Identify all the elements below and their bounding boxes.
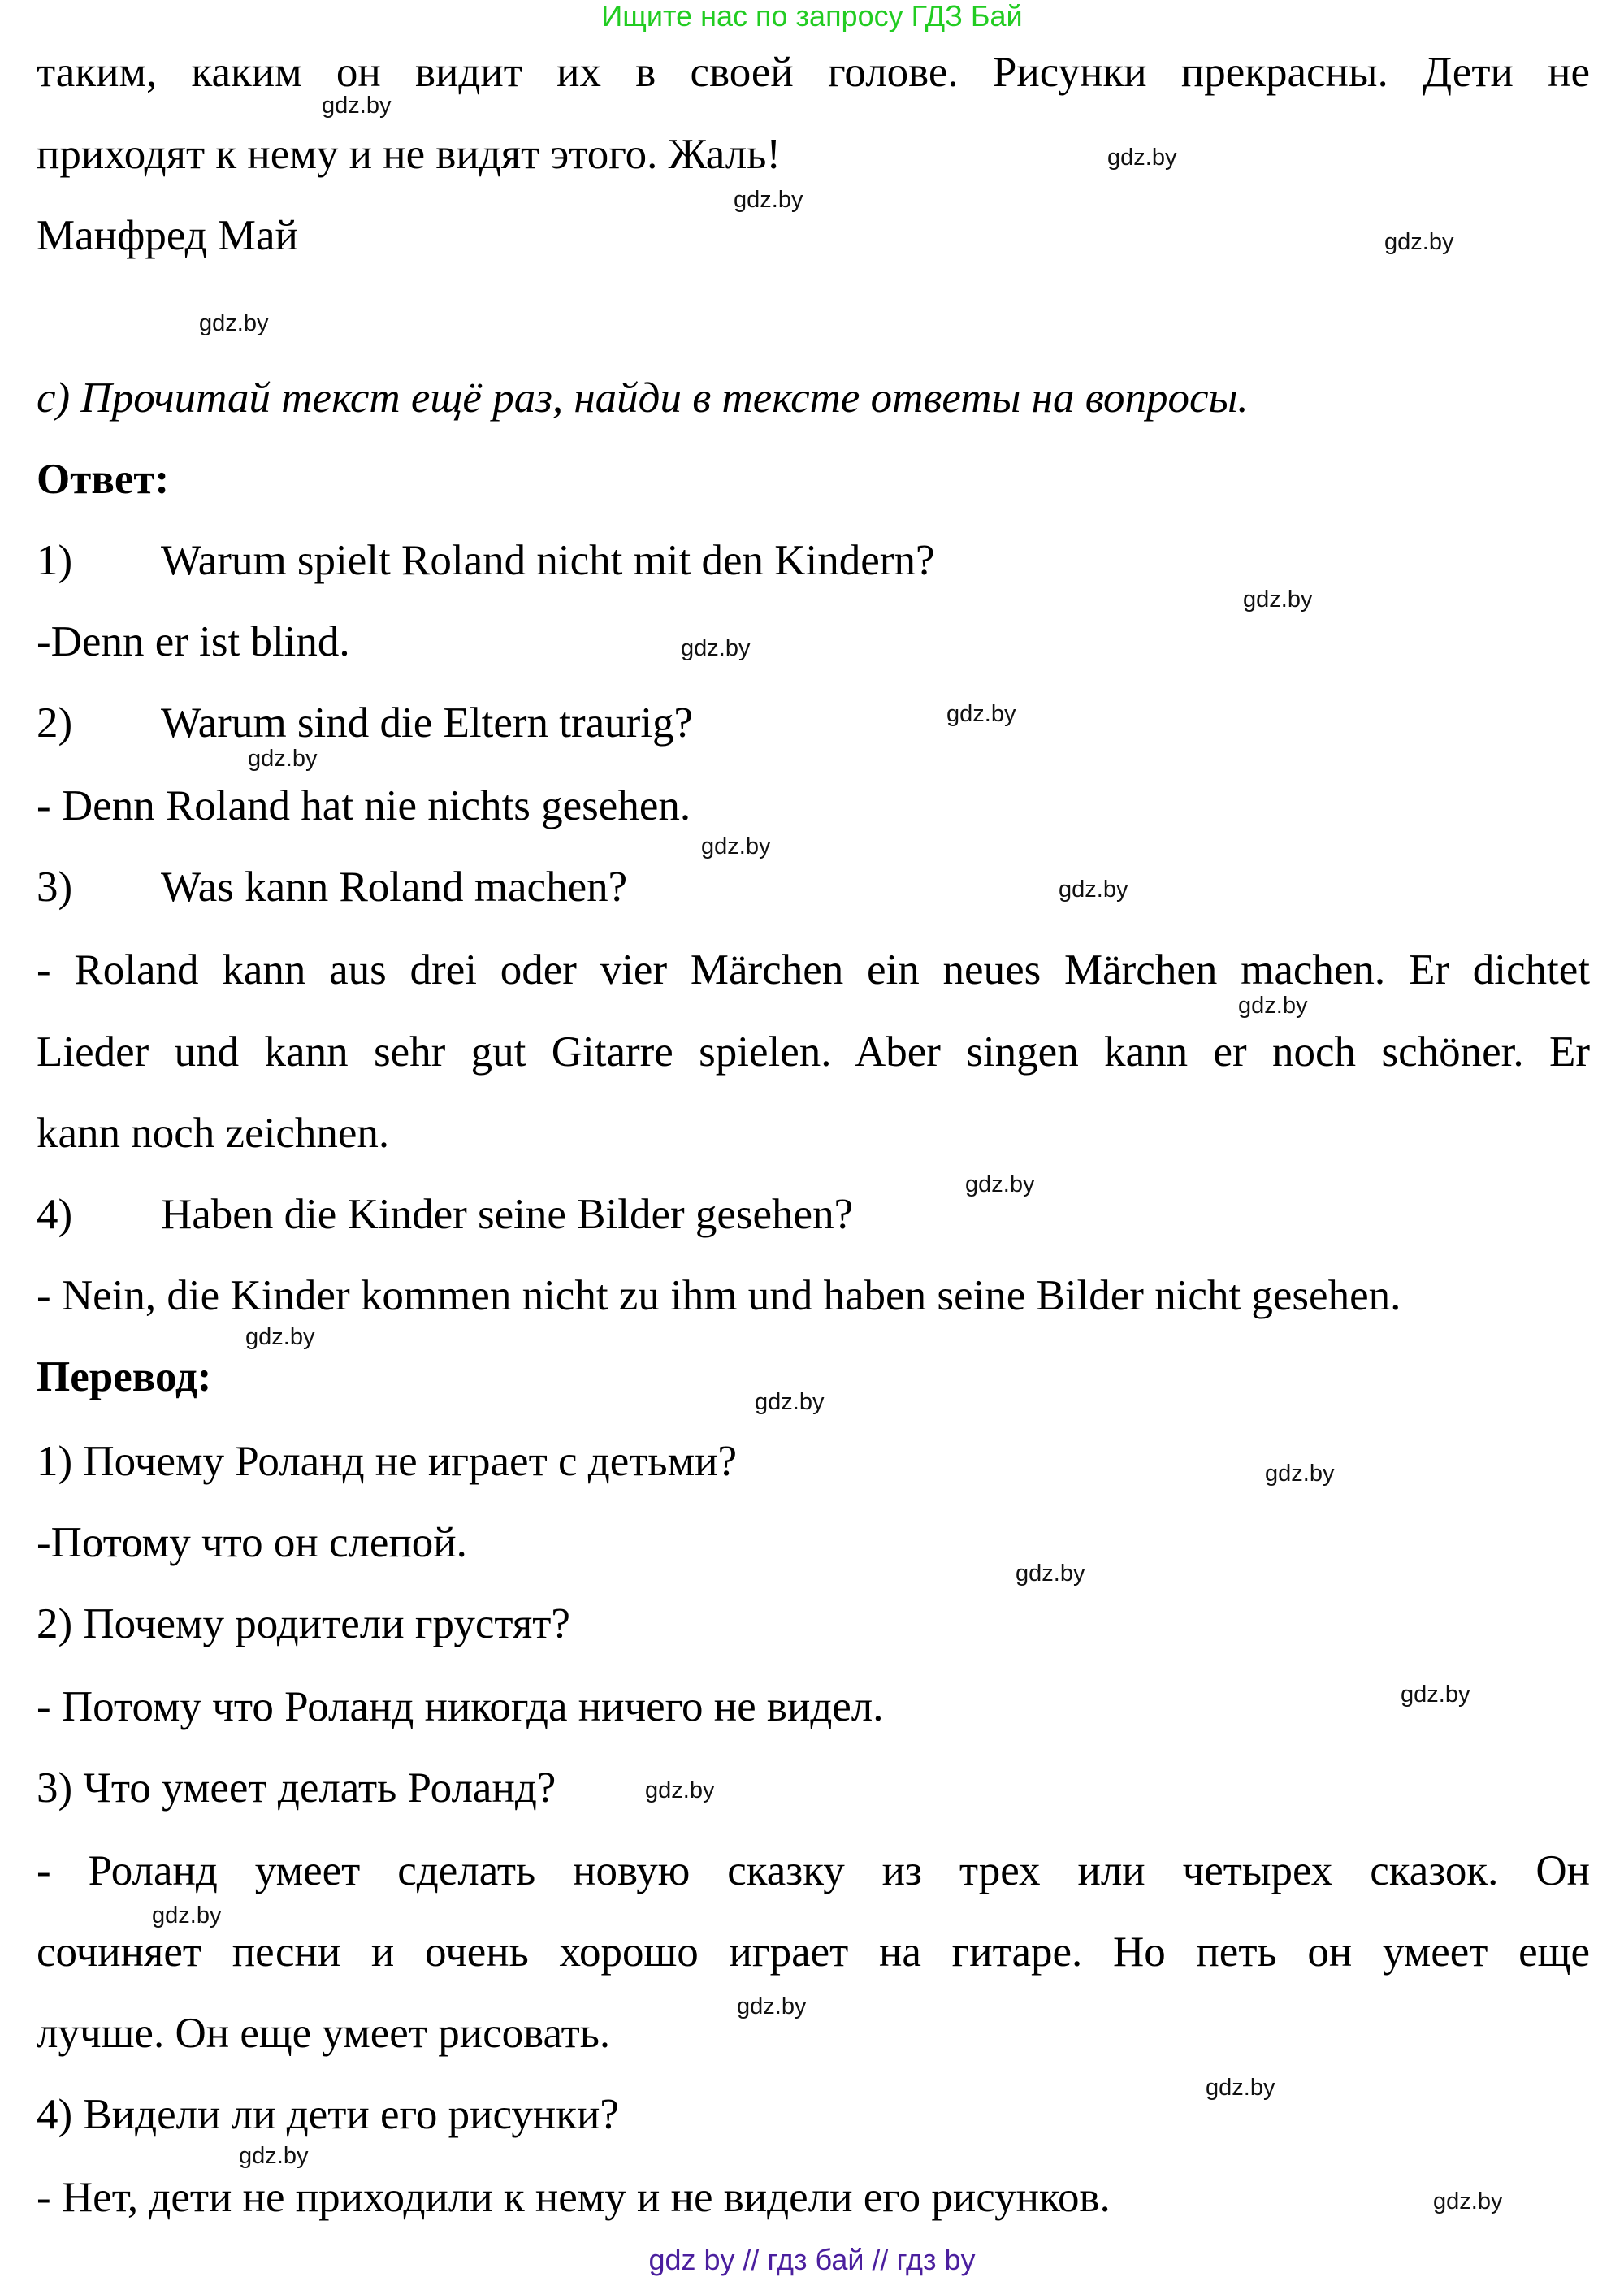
footer-banner: gdz by // гдз бай // гдз by (648, 2243, 976, 2276)
answer-line: -Denn er ist blind. (37, 618, 350, 665)
watermark: gdz.by (737, 1993, 807, 2019)
answer-line: kann noch zeichnen. (37, 1110, 390, 1157)
watermark: gdz.by (152, 1903, 222, 1929)
watermark: gdz.by (1384, 229, 1454, 255)
translation-line: лучше. Он еще умеет рисовать. (37, 2010, 611, 2057)
question-number: 2) (37, 699, 73, 747)
question-number: 4) (37, 1191, 73, 1238)
question-number: 3) (37, 864, 73, 911)
watermark: gdz.by (681, 635, 751, 661)
translation-line: - Нет, дети не приходили к нему и не видели его рисунков. (37, 2174, 1111, 2221)
text-line: приходят к нему и не видят этого. Жаль! (37, 131, 782, 178)
watermark: gdz.by (734, 187, 803, 213)
translation-line: 2) Почему родители грустят? (37, 1600, 570, 1647)
question-text: Haben die Kinder seine Bilder gesehen? (161, 1191, 854, 1238)
watermark: gdz.by (1206, 2075, 1275, 2101)
watermark: gdz.by (645, 1777, 715, 1803)
question-text: Warum sind die Eltern traurig? (161, 699, 694, 747)
text-line: таким, каким он видит их в своей голове. Рисунки прекрасны. Дети не (37, 49, 1590, 96)
watermark: gdz.by (239, 2143, 309, 2169)
translation-line: сочиняет песни и очень хорошо играет на гитаре. Но петь он умеет еще (37, 1929, 1590, 1976)
watermark: gdz.by (1107, 145, 1177, 171)
watermark: gdz.by (199, 310, 269, 336)
header-banner: Ищите нас по запросу ГДЗ Бай (601, 0, 1023, 32)
translation-line: - Потому что Роланд никогда ничего не видел. (37, 1683, 884, 1730)
watermark: gdz.by (245, 1324, 315, 1350)
question-number: 1) (37, 537, 73, 584)
watermark: gdz.by (965, 1171, 1035, 1197)
watermark: gdz.by (1243, 587, 1313, 613)
watermark: gdz.by (1238, 993, 1308, 1019)
watermark: gdz.by (248, 746, 318, 772)
watermark: gdz.by (1059, 877, 1128, 903)
translation-line: -Потому что он слепой. (37, 1519, 467, 1566)
task-instruction: c) Прочитай текст ещё раз, найди в тексте ответы на вопросы. (37, 374, 1249, 422)
translation-line: 4) Видели ли дети его рисунки? (37, 2091, 619, 2138)
watermark: gdz.by (322, 93, 392, 119)
question-text: Warum spielt Roland nicht mit den Kindern? (161, 537, 935, 584)
translation-line: - Роланд умеет сделать новую сказку из трех или четырех сказок. Он (37, 1847, 1590, 1894)
watermark: gdz.by (755, 1389, 825, 1415)
watermark: gdz.by (1016, 1561, 1085, 1587)
translation-line: 3) Что умеет делать Роланд? (37, 1764, 556, 1812)
watermark: gdz.by (701, 833, 771, 859)
translation-heading: Перевод: (37, 1353, 212, 1400)
question-text: Was kann Roland machen? (161, 864, 628, 911)
author-name: Манфред Май (37, 212, 298, 259)
answer-heading: Ответ: (37, 456, 170, 503)
watermark: gdz.by (946, 701, 1016, 727)
watermark: gdz.by (1433, 2188, 1503, 2214)
watermark: gdz.by (1401, 1682, 1470, 1708)
translation-line: 1) Почему Роланд не играет с детьми? (37, 1438, 738, 1485)
answer-line: - Nein, die Kinder kommen nicht zu ihm und haben seine Bilder nicht gesehen. (37, 1272, 1401, 1319)
answer-line: - Roland kann aus drei oder vier Märchen ein neues Märchen machen. Er dichtet (37, 946, 1590, 993)
watermark: gdz.by (1265, 1461, 1335, 1487)
answer-line: Lieder und kann sehr gut Gitarre spielen. Aber singen kann er noch schöner. Er (37, 1028, 1590, 1076)
answer-line: - Denn Roland hat nie nichts gesehen. (37, 782, 691, 829)
